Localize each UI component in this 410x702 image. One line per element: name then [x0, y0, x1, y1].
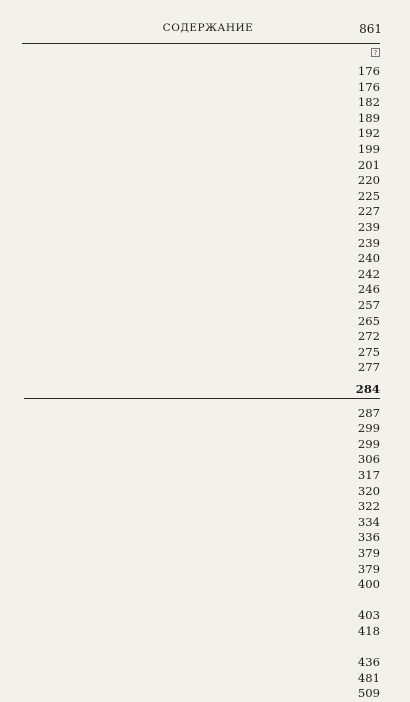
toc-entry [24, 344, 380, 361]
toc-entry [24, 94, 380, 111]
toc-entry [24, 529, 380, 546]
toc-entry [24, 685, 380, 702]
toc-entry [24, 405, 380, 422]
toc-entry [24, 235, 380, 252]
toc-entry [24, 561, 380, 578]
toc-entry-page: 322 [355, 498, 380, 514]
toc-entry-page: 272 [355, 328, 380, 344]
toc-entry [24, 125, 380, 142]
toc-entry-page: 220 [355, 172, 380, 188]
toc-entry [24, 359, 380, 376]
toc-entry [24, 420, 380, 437]
toc-entry [24, 639, 380, 656]
toc-entry [24, 110, 380, 127]
toc-entry-page: 275 [355, 344, 380, 360]
toc-entry [24, 297, 380, 314]
toc-entry-page: 418 [355, 623, 380, 639]
toc-entry [24, 203, 380, 220]
toc-entry-page: 509 [355, 685, 380, 701]
toc-entry [24, 545, 380, 562]
toc-entry-page: 299 [355, 436, 380, 452]
toc-entry [24, 266, 380, 283]
toc-entry-page: 400 [355, 576, 380, 592]
corner-mark-icon: ? [371, 48, 380, 57]
toc-entry [24, 141, 380, 158]
toc-entry-page: 379 [355, 561, 380, 577]
toc-entry [24, 576, 380, 593]
toc-entry-page: 192 [355, 125, 380, 141]
toc-entry-page: 284 [353, 381, 380, 397]
toc-entry [24, 188, 380, 205]
header-rule [22, 43, 380, 44]
toc-entry [24, 592, 380, 609]
toc-entry-page: 265 [355, 313, 380, 329]
toc-entry-page: 336 [355, 529, 380, 545]
toc-entry [24, 157, 380, 174]
toc-entry [24, 483, 380, 500]
toc-entry [24, 281, 380, 298]
toc-entry-page: 240 [355, 250, 380, 266]
toc-section-heading [24, 381, 380, 399]
toc-entry [24, 670, 380, 687]
toc-entry [24, 467, 380, 484]
toc-entry-page: 334 [355, 514, 380, 530]
toc-entry-page: 436 [355, 654, 380, 670]
toc-entry-page: 306 [355, 451, 380, 467]
toc-entry-page: 481 [355, 670, 380, 686]
toc-entry-page: 239 [355, 219, 380, 235]
toc-entry-page: 277 [355, 359, 380, 375]
toc-entry [24, 172, 380, 189]
page-number: 861 [359, 22, 382, 36]
toc-entry [24, 451, 380, 468]
toc-entry [24, 250, 380, 267]
toc-entry-page: 287 [355, 405, 380, 421]
toc-entry-page: 176 [355, 79, 380, 95]
toc-entry-page: 299 [355, 420, 380, 436]
toc-entry-page: 227 [355, 203, 380, 219]
toc-entry [24, 607, 380, 624]
toc-entry-page: 225 [355, 188, 380, 204]
toc-entry-page: 182 [355, 94, 380, 110]
toc-entry-page: 403 [355, 607, 380, 623]
toc-entry [24, 79, 380, 96]
toc-entry [24, 514, 380, 531]
running-header [20, 22, 396, 40]
toc-entry [24, 623, 380, 640]
toc-entry-page: 317 [355, 467, 380, 483]
toc-entry [24, 313, 380, 330]
toc-entry-page: 379 [355, 545, 380, 561]
toc-entry [24, 436, 380, 453]
running-title: СОДЕРЖАНИЕ [162, 22, 254, 34]
toc-entry [24, 63, 380, 80]
toc-entry-page: 239 [355, 235, 380, 251]
toc-entry [24, 219, 380, 236]
toc-entry-page: 257 [355, 297, 380, 313]
toc-entry-page: 242 [355, 266, 380, 282]
toc-entry-page: 201 [355, 157, 380, 173]
toc-entry-page: 176 [355, 63, 380, 79]
toc-entry-page: 199 [355, 141, 380, 157]
toc-entry [24, 328, 380, 345]
toc-entry-page: 189 [355, 110, 380, 126]
toc-entry [24, 654, 380, 671]
toc-entry-page: 246 [355, 281, 380, 297]
toc-entry-page: 320 [355, 483, 380, 499]
toc-entry [24, 498, 380, 515]
